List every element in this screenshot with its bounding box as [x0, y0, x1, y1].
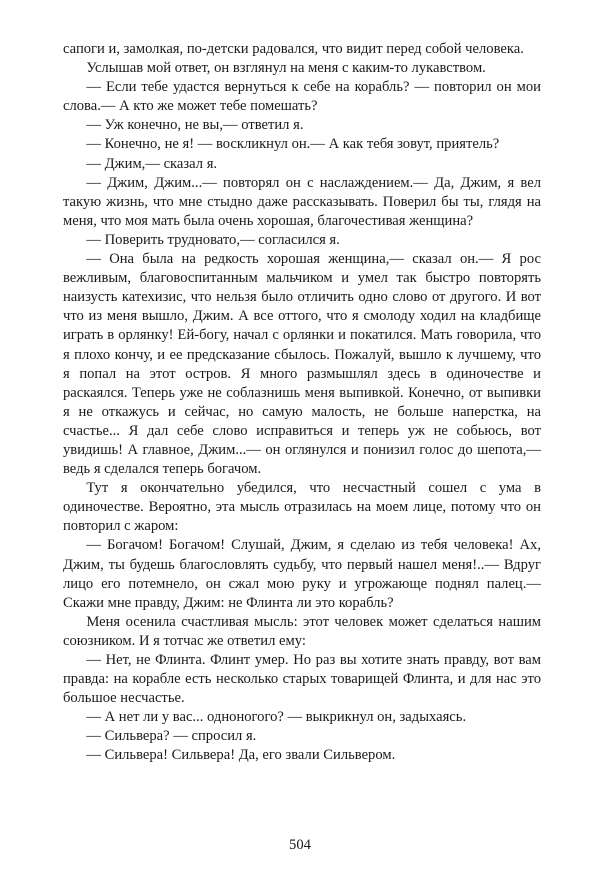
- paragraph-10: Тут я окончательно убедился, что несчастный сошел с ума в одиночестве. Вероятно, эта мысль отразилась на моем лице, потому что он повторил с жаром:: [63, 480, 541, 535]
- paragraph-16: — Сильвера! Сильвера! Да, его звали Сильвером.: [86, 747, 396, 764]
- paragraph-1: сапоги и, замолкая, по-детски радовался, что видит перед собой человека.: [63, 41, 524, 57]
- paragraph-2: Услышав мой ответ, он взглянул на меня с каким-то лукавством.: [86, 60, 486, 77]
- paragraph-12: Меня осенила счастливая мысль: этот человек может сделаться нашим союзником. И я тотчас же ответил ему:: [63, 613, 541, 649]
- paragraph-14: — А нет ли у вас... одноногого? — выкрикнул он, задыхаясь.: [86, 709, 467, 726]
- paragraph-8: — Поверить трудновато,— согласился я.: [86, 231, 340, 248]
- paragraph-15: — Сильвера? — спросил я.: [86, 728, 257, 745]
- paragraph-5: — Конечно, не я! — воскликнул он.— А как тебя зовут, приятель?: [86, 136, 500, 153]
- paragraph-3: — Если тебе удастся вернуться к себе на корабль? — повторил он мои слова.— А кто же может тебе помешать?: [63, 79, 541, 115]
- page-number: 504: [289, 837, 311, 853]
- paragraph-6: — Джим,— сказал я.: [86, 155, 218, 172]
- book-page: [63, 40, 541, 766]
- paragraph-4: — Уж конечно, не вы,— ответил я.: [86, 117, 304, 134]
- paragraph-9: — Она была на редкость хорошая женщина,— сказал он.— Я рос вежливым, благовоспитанным мальчиком и умел так быстро повторять наизусть катехизис, что нельзя было отличить одно слово от другого. И вот что из меня вышло, Джим. А все оттого, что я смолоду ходил на кладбище играть в орлянку! Ей-богу, начал с орлянки и покатился. Мать говорила, что я плохо кончу, и ее предсказание сбылось. Пожалуй, вышло к лучшему, что я попал на этот остров. Я много размышлял здесь в одиночестве и раскаялся. Теперь уже не соблазнишь меня выпивкой. Конечно, от выпивки я не откажусь и сейчас, но самую малость, не больше наперстка, на счастье... Я дал себе слово исправиться и теперь уж не собьюсь, вот увидишь! А главное, Джим...— он оглянулся и понизил голос до шепота,— ведь я сделался теперь богачом.: [63, 251, 541, 478]
- page-text: [63, 40, 541, 766]
- paragraph-13: — Нет, не Флинта. Флинт умер. Но раз вы хотите знать правду, вот вам правда: на корабле есть несколько старых товарищей Флинта, и для нас это большое несчастье.: [63, 652, 541, 707]
- paragraph-7: — Джим, Джим...— повторял он с наслаждением.— Да, Джим, я вел такую жизнь, что мне стыдно даже рассказывать. Поверил бы ты, глядя на меня, что моя мать была очень хорошая, благочестивая женщина?: [63, 174, 541, 229]
- paragraph-11: — Богачом! Богачом! Слушай, Джим, я сделаю из тебя человека! Ах, Джим, ты будешь благословлять судьбу, что первый нашел меня!..— Вдруг лицо его потемнело, он сжал мою руку и угрожающе поднял палец.— Скажи мне правду, Джим: не Флинта ли это корабль?: [63, 537, 541, 611]
